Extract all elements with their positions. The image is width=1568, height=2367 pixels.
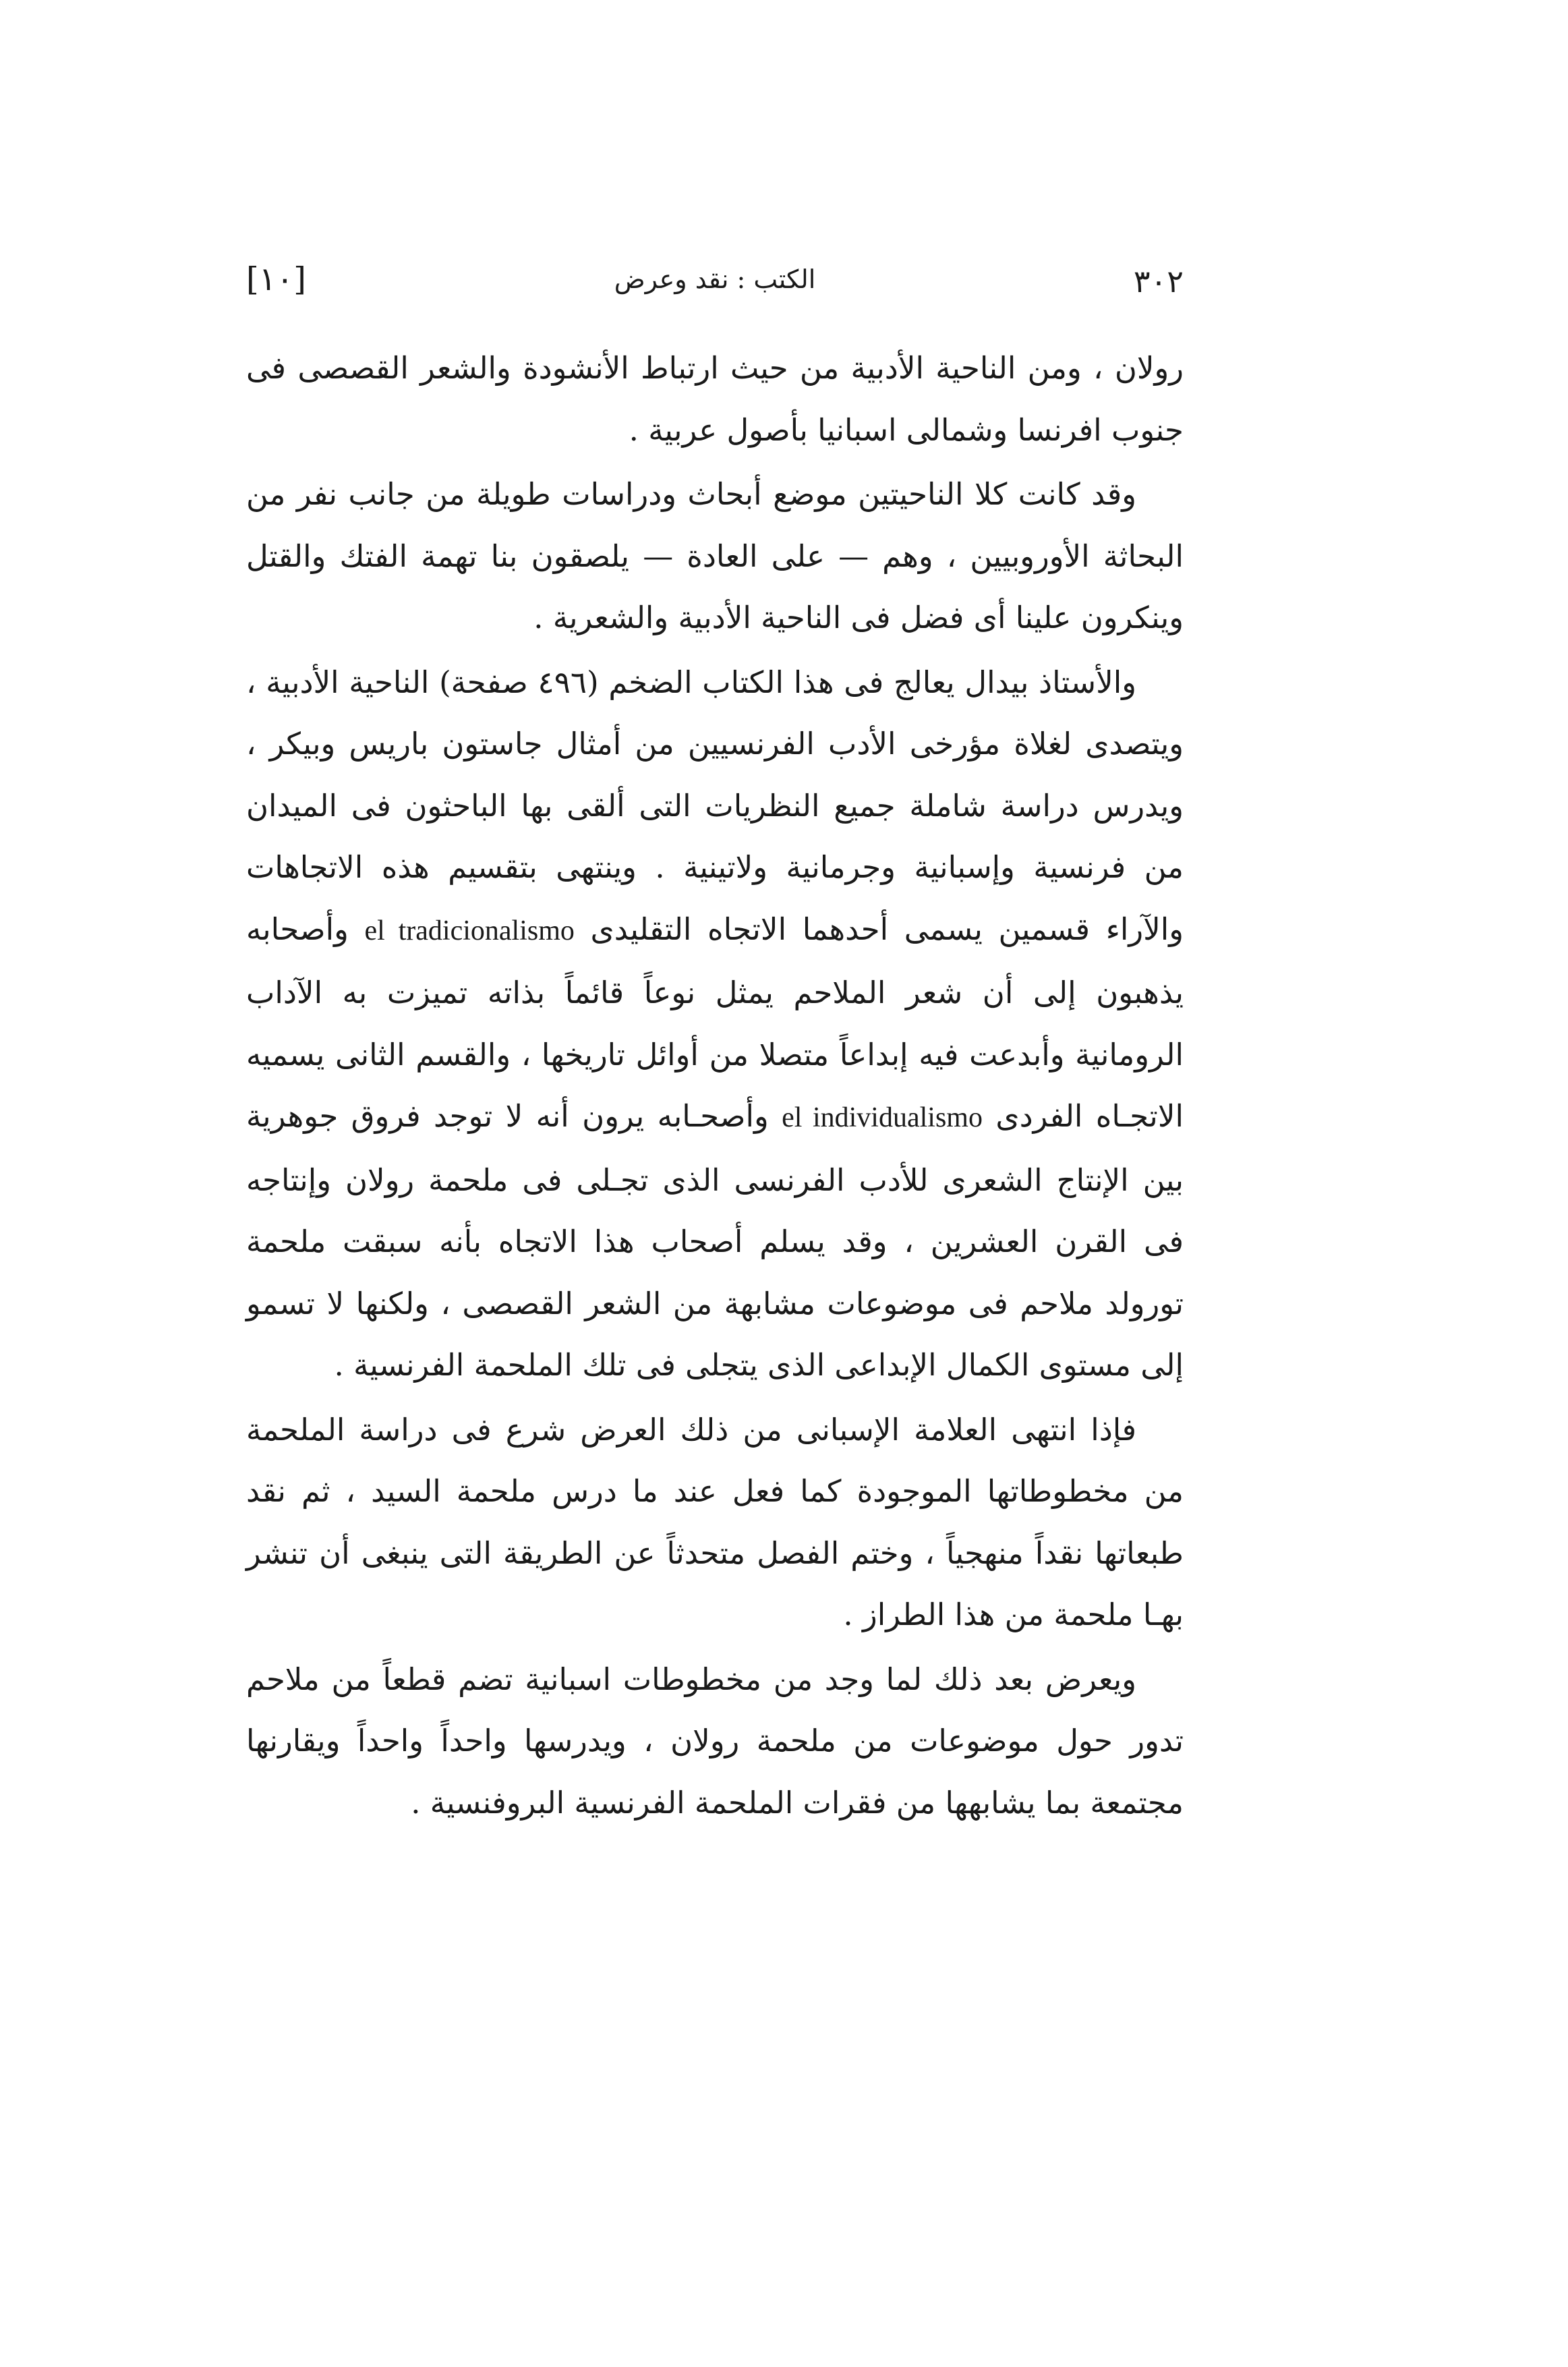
body-text	[246, 337, 1184, 1833]
paragraph-2: وقد كانت كلا الناحيتين موضع أبحاث ودراسات طويلة من جانب نفر من البحاثة الأوروبيين ، وهم — على العادة — يلصقون بنا تهمة الفتك والقتل وينكرون علينا أى فضل فى الناحية الأدبية والشعرية .	[246, 476, 1184, 635]
paragraph-1: رولان ، ومن الناحية الأدبية من حيث ارتباط الأنشودة والشعر القصصى فى جنوب افرنسا وشمالى اسبانيا بأصول عربية .	[246, 350, 1184, 448]
paragraph-4: فإذا انتهى العلامة الإسبانى من ذلك العرض شرع فى دراسة الملحمة من مخطوطاتها الموجودة كما فعل عند ما درس ملحمة السيد ، ثم نقد طبعاتها نقداً منهجياً ، وختم الفصل متحدثاً عن الطريقة التى ينبغى أن تنشر بهـا ملحمة من هذا الطراز .	[246, 1411, 1184, 1632]
section-number: [١٠]	[246, 260, 307, 298]
page-number: ٣٠٢	[1133, 263, 1184, 300]
paragraph-3-part-2: وأصحابه يذهبون إلى أن شعر الملاحم يمثل نوعاً قائماً بذاته تميزت به الآداب الرومانية وأبدعت فيه إبداعاً متصلا من أوائل تاريخها ، والقسم الثانى يسميه الاتجـاه الفردى	[246, 911, 1184, 1134]
paragraph-5: ويعرض بعد ذلك لما وجد من مخطوطات اسبانية تضم قطعاً من ملاحم تدور حول موضوعات من ملحمة رولان ، ويدرسها واحداً واحداً ويقارنها مجتمعة بما يشابهها من فقرات الملحمة الفرنسية البروفنسية .	[246, 1661, 1184, 1821]
paragraph-3-part-3: وأصحـابه يرون أنه لا توجد فروق جوهرية بين الإنتاج الشعرى للأدب الفرنسى الذى تجـلى فى ملحمة رولان وإنتاجه فى القرن العشرين ، وقد يسلم أصحاب هذا الاتجاه بأنه سبقت ملحمة تورولد ملاحم فى موضوعات مشابهة من الشعر القصصى ، ولكنها لا تسمو إلى مستوى الكمال الإبداعى الذى يتجلى فى تلك الملحمة الفرنسية .	[246, 1098, 1184, 1383]
paragraph-3	[246, 652, 1184, 1396]
page-header	[246, 258, 1184, 318]
latin-term-tradicionalismo: el tradicionalismo	[364, 915, 575, 946]
running-title: الكتب : نقد وعرض	[614, 264, 816, 294]
latin-term-individualismo: el individualismo	[782, 1102, 983, 1133]
paragraph-3-part-1: والأستاذ بيدال يعالج فى هذا الكتاب الضخم (٤٩٦ صفحة) الناحية الأدبية ، ويتصدى لغلاة مؤرخى الأدب الفرنسيين من أمثال جاستون باريس وبيكر ، ويدرس دراسة شاملة جميع النظريات التى ألقى بها الباحثون فى الميدان من فرنسية وإسبانية وجرمانية ولاتينية . وينتهى بتقسيم هذه الاتجاهات والآراء قسمين يسمى أحدهما الاتجاه التقليدى	[246, 664, 1184, 947]
